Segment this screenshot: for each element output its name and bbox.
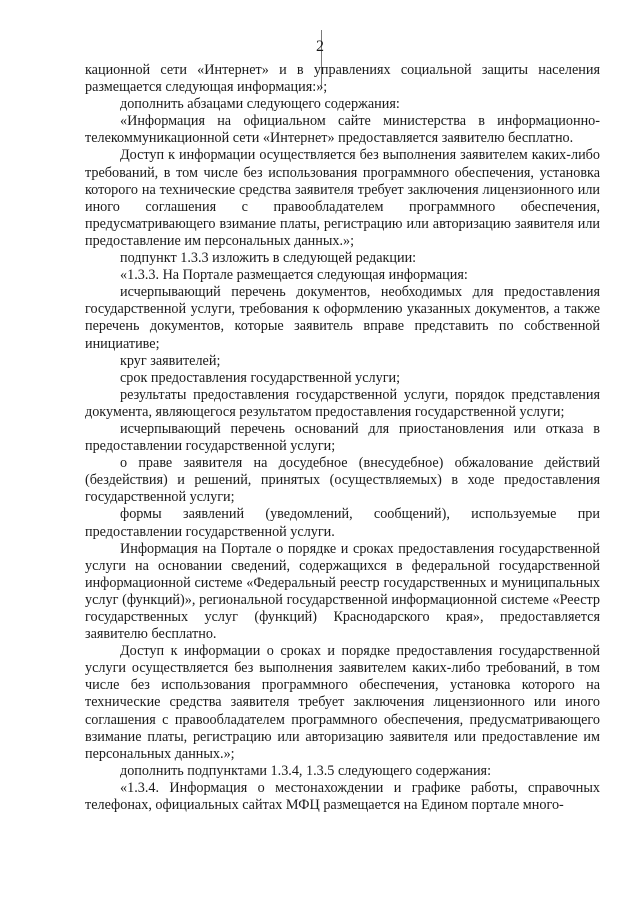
paragraph: исчерпывающий перечень оснований для приостановления или отказа в предоставлении государственной услуги; (85, 420, 600, 455)
paragraph: о праве заявителя на досудебное (внесудебное) обжалование действий (бездействия) и решений, принятых (осуществляемых) в ходе предоставления государственной услуги; (85, 455, 600, 506)
paragraph: Информация на Портале о порядке и сроках предоставления государственной услуги на основании сведений, содержащихся в федеральной государственной информационной системе «Федеральный реестр государственных и муниципальных услуг (функций)», региональной государственной информационной системе «Реестр государственных услуг (функций) Краснодарского края», предоставляется заявителю бесплатно. (85, 540, 600, 643)
paragraph: дополнить абзацами следующего содержания: (120, 96, 400, 113)
paragraph: формы заявлений (уведомлений, сообщений), используемые при предоставлении государственной услуги. (85, 506, 600, 540)
paragraph: подпункт 1.3.3 изложить в следующей редакции: (120, 250, 417, 267)
paragraph: дополнить подпунктами 1.3.4, 1.3.5 следующего содержания: (120, 762, 492, 779)
paragraph: круг заявителей; (120, 352, 221, 369)
paragraph: Доступ к информации о сроках и порядке предоставления государственной услуги осуществляется без выполнения заявителем каких-либо требований, в том числе без использования программного обеспечения, установка которого на технические средства заявителя требует заключения лицензионного или иного соглашения с правообладателем программного обеспечения, предусматривающего взимание платы, регистрацию или авторизацию заявителя или предоставление им персональных данных.»; (85, 643, 600, 762)
document-body (85, 62, 600, 814)
page-number: 2 (316, 38, 324, 55)
paragraph: исчерпывающий перечень документов, необходимых для предоставления государственной услуги, требования к оформлению указанных документов, а также перечень документов, которые заявитель вправе представить по собственной инициативе; (85, 284, 600, 352)
paragraph: Доступ к информации осуществляется без выполнения заявителем каких-либо требований, в том числе без использования программного обеспечения, установка которого на технические средства заявителя требует заключения лицензионного или иного соглашения с правообладателем программного обеспечения, предусматривающего взимание платы, регистрацию или авторизацию заявителя или предоставление им персональных данных.»; (85, 147, 600, 249)
paragraph: «1.3.4. Информация о местонахождении и графике работы, справочных телефонах, официальных сайтах МФЦ размещается на Едином портале много- (85, 779, 600, 814)
paragraph: кационной сети «Интернет» и в управлениях социальной защиты населения размещается следующая информация:»; (85, 62, 600, 96)
paragraph: результаты предоставления государственной услуги, порядок представления документа, являющегося результатом предоставления государственной услуги; (85, 386, 600, 420)
paragraph: срок предоставления государственной услуги; (120, 369, 401, 386)
paragraph: «Информация на официальном сайте министерства в информационно-телекоммуникационной сети «Интернет» предоставляется заявителю бесплатно. (85, 113, 600, 147)
paragraph: «1.3.3. На Портале размещается следующая информация: (120, 267, 468, 284)
